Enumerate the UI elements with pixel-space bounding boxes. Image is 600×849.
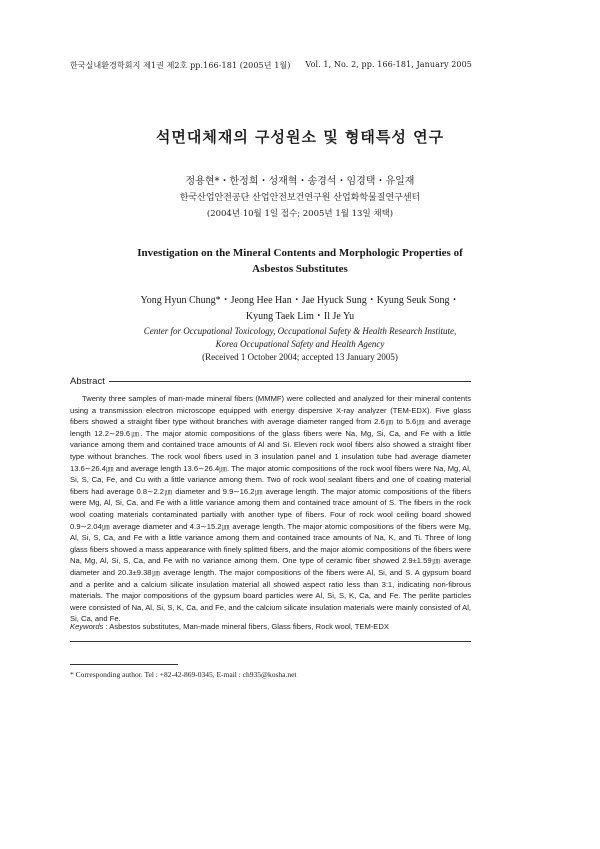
footnote-rule xyxy=(70,664,178,665)
english-title-line2: Asbestos Substitutes xyxy=(252,263,348,275)
journal-header-english: Vol. 1, No. 2, pp. 166-181, January 2005 xyxy=(305,60,472,69)
english-authors xyxy=(100,293,500,325)
korean-affiliation: 한국산업안전공단 산업안전보건연구원 산업화학물질연구센터 xyxy=(179,193,421,203)
keywords-label: Keywords xyxy=(70,622,104,631)
korean-dates: (2004년 10월 1일 접수; 2005년 1월 13일 채택) xyxy=(206,209,394,219)
english-received-dates: (Received 1 October 2004; accepted 13 January 2005) xyxy=(202,352,398,362)
abstract-bottom-rule xyxy=(70,641,471,642)
abstract-heading-row xyxy=(70,376,471,387)
keywords-text: : Asbestos substitutes, Man-made mineral fibers, Glass fibers, Rock wool, TEM-EDX xyxy=(103,622,389,631)
english-authors-line1: Yong Hyun Chung*・Jeong Hee Han・Jae Hyuck Sung・Kyung Seuk Song・ xyxy=(140,295,460,306)
corresponding-author-footnote: * Corresponding author. Tel : +82-42-869-0345, E-mail : ch935@kosha.net xyxy=(70,670,297,679)
abstract-text: Twenty three samples of man-made mineral fibers (MMMF) were collected and analyzed for their mineral contents using a transmission electron microscope equipped with energy dispersive X-ray analyzer (TEM-EDX). Five glass fibers showed a straight fiber type without branches with average diameter ranged from 2.6㎛ to 5.6㎛ and average length 12.2∼29.6㎛. The major atomic compositions of the glass fibers were Na, Mg, Si, Ca, and Fe with a little variance among them and contained trace amounts of Al and Si. Eleven rock wool fibers also showed a straight fiber type without branches. The rock wool fibers used in 3 insulation panel and 1 insulation tube had average diameter 13.6∼26.4㎛ and average length 13.6∼26.4㎛. The major atomic compositions of the rock wool fibers were Na, Mg, Al, Si, S, Ca, Fe, and Cu with a little variance among them. Two of rock wool sealant fibers and one of coating material fibers had average 0.8∼2.2㎛ diameter and 9.9∼16.2㎛ average length. The major atomic compositions of the fibers were Mg, Al, Si, Ca, and Fe with a little variance among them and contained trace amount of S. The fibers in the rock wool coating materials contaminated partially with another type of fibers. Four of rock wool ceiling board showed 0.9∼2.04㎛ average diameter and 4.3∼15.2㎛ average length. The major atomic compositions of the fibers were Mg, Al, Si, S, Ca, and Fe with a little variance among them and contained trace amounts of Na, K, and Ti. Three of long glass fibers showed a mass appearance with finely splitted fibers, and the major atomic compositions of the fibers were Na, Mg, Al, Si, S, Ca, and Fe with no variance among them. One type of ceramic fiber showed 2.9±1.59㎛ average diameter and 20.3±9.38㎛ average length. The major compositions of the fibers were Al, Si, and S. A gypsum board and a perlite and a calcium silicate insulation material all showed aspect ratio less than 3:1, indicating non-fibrous materials. The major compositions of the gypsum board particles were Al, Si, S, K, Ca, and Fe. The perlite particles were consisted of Na, Al, Si, S, K, Ca, and Fe, and the calcium silicate insulation materials were mainly consisted of Al, Si, Ca, and Fe. xyxy=(70,394,471,624)
english-affil-line1: Center for Occupational Toxicology, Occupational Safety & Health Research Institute, xyxy=(143,326,457,336)
abstract-heading: Abstract xyxy=(70,376,105,387)
korean-title: 석면대체재의 구성원소 및 형태특성 연구 xyxy=(155,128,445,146)
english-title-line1: Investigation on the Mineral Contents and Morphologic Properties of xyxy=(137,247,463,259)
keywords xyxy=(70,622,471,631)
english-title xyxy=(100,245,500,277)
abstract-rule xyxy=(109,381,471,382)
english-affiliation xyxy=(100,325,500,364)
english-affil-line2: Korea Occupational Safety and Health Agency xyxy=(215,339,385,349)
korean-authors: 정용현*・한정희・성재혁・송경석・임경택・유일재 xyxy=(185,176,415,187)
english-authors-line2: Kyung Taek Lim・Il Je Yu xyxy=(245,311,355,322)
journal-header-korean: 한국실내환경학회지 제1권 제2호 pp.166-181 (2005년 1월) xyxy=(70,61,291,70)
